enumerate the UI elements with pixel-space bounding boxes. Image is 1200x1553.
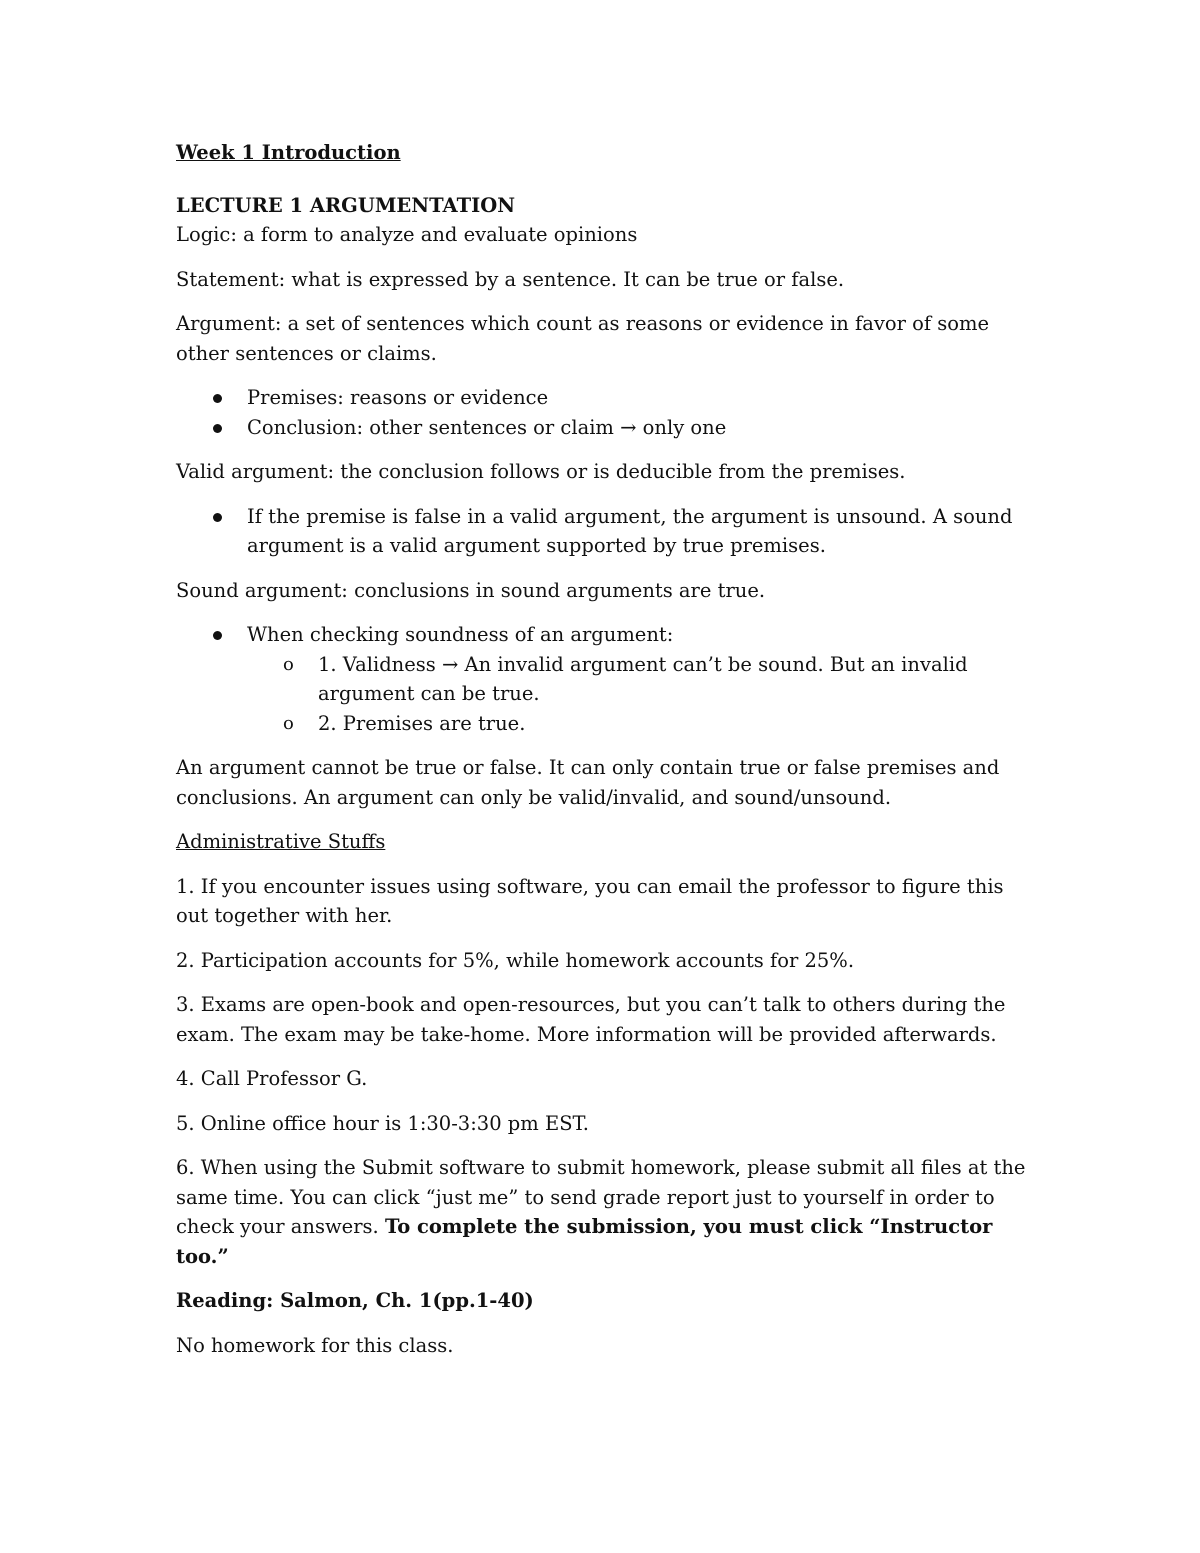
reading-assignment: Reading: Salmon, Ch. 1(pp.1-40): [176, 1289, 534, 1312]
admin-heading: Administrative Stuffs: [176, 830, 386, 853]
admin-item-5: 5. Online office hour is 1:30-3:30 pm EST.: [176, 1111, 589, 1135]
valid-argument-definition: Valid argument: the conclusion follows or is deducible from the premises.: [176, 460, 906, 483]
list-item: Premises: reasons or evidence: [176, 383, 1036, 413]
admin-item-2: 2. Participation accounts for 5%, while homework accounts for 25%.: [176, 948, 855, 972]
argument-truth-note: An argument cannot be true or false. It can only contain true or false premises and conclusions. An argument can only be valid/invalid, and sound/unsound.: [176, 756, 1000, 809]
admin-item-6: 6. When using the Submit software to submit homework, please submit all files at the same time. You can click “just me” to send grade report just to yourself in order to check your answers. To complete the submission, you must click “Instructor too.”: [176, 1156, 1026, 1268]
list-item: o 2. Premises are true.: [176, 709, 1036, 739]
circle-bullet-icon: o: [283, 653, 294, 675]
argument-definition: Argument: a set of sentences which count as reasons or evidence in favor of some other sentences or claims.: [176, 312, 990, 365]
admin-item-4: 4. Call Professor G.: [176, 1067, 368, 1090]
sound-argument-definition: Sound argument: conclusions in sound arguments are true.: [176, 578, 766, 602]
sublist-container: [176, 650, 1036, 739]
sound-bullet-list: [176, 620, 1036, 738]
lecture-heading: LECTURE 1 ARGUMENTATION: [176, 193, 516, 217]
homework-note: No homework for this class.: [176, 1333, 454, 1357]
bullet-icon: [213, 631, 222, 640]
admin-item-3: 3. Exams are open-book and open-resources, but you can’t talk to others during the exam. The exam may be take-home. More information will be provided afterwards.: [176, 993, 1006, 1046]
circle-bullet-icon: o: [283, 712, 294, 734]
list-item: When checking soundness of an argument:: [176, 620, 1036, 650]
bullet-icon: [213, 513, 222, 522]
valid-bullet-list: [176, 502, 1036, 561]
bullet-icon: [213, 424, 222, 433]
submission-instruction: To complete the submission, you must click “Instructor too.”: [176, 1215, 993, 1268]
logic-definition: Logic: a form to analyze and evaluate opinions: [176, 223, 638, 246]
admin-item-1: 1. If you encounter issues using software, you can email the professor to figure this out together with her.: [176, 874, 1004, 927]
argument-bullet-list: [176, 383, 1036, 442]
document-title: Week 1 Introduction: [176, 141, 401, 164]
document-page: [176, 138, 1036, 1375]
statement-definition: Statement: what is expressed by a sentence. It can be true or false.: [176, 267, 845, 291]
list-item: o 1. Validness → An invalid argument can’t be sound. But an invalid argument can be true.: [176, 650, 1036, 709]
list-item: Conclusion: other sentences or claim → only one: [176, 413, 1036, 443]
bullet-icon: [213, 394, 222, 403]
sound-sub-list: [176, 650, 1036, 739]
list-item: If the premise is false in a valid argument, the argument is unsound. A sound argument is a valid argument supported by true premises.: [176, 502, 1036, 561]
